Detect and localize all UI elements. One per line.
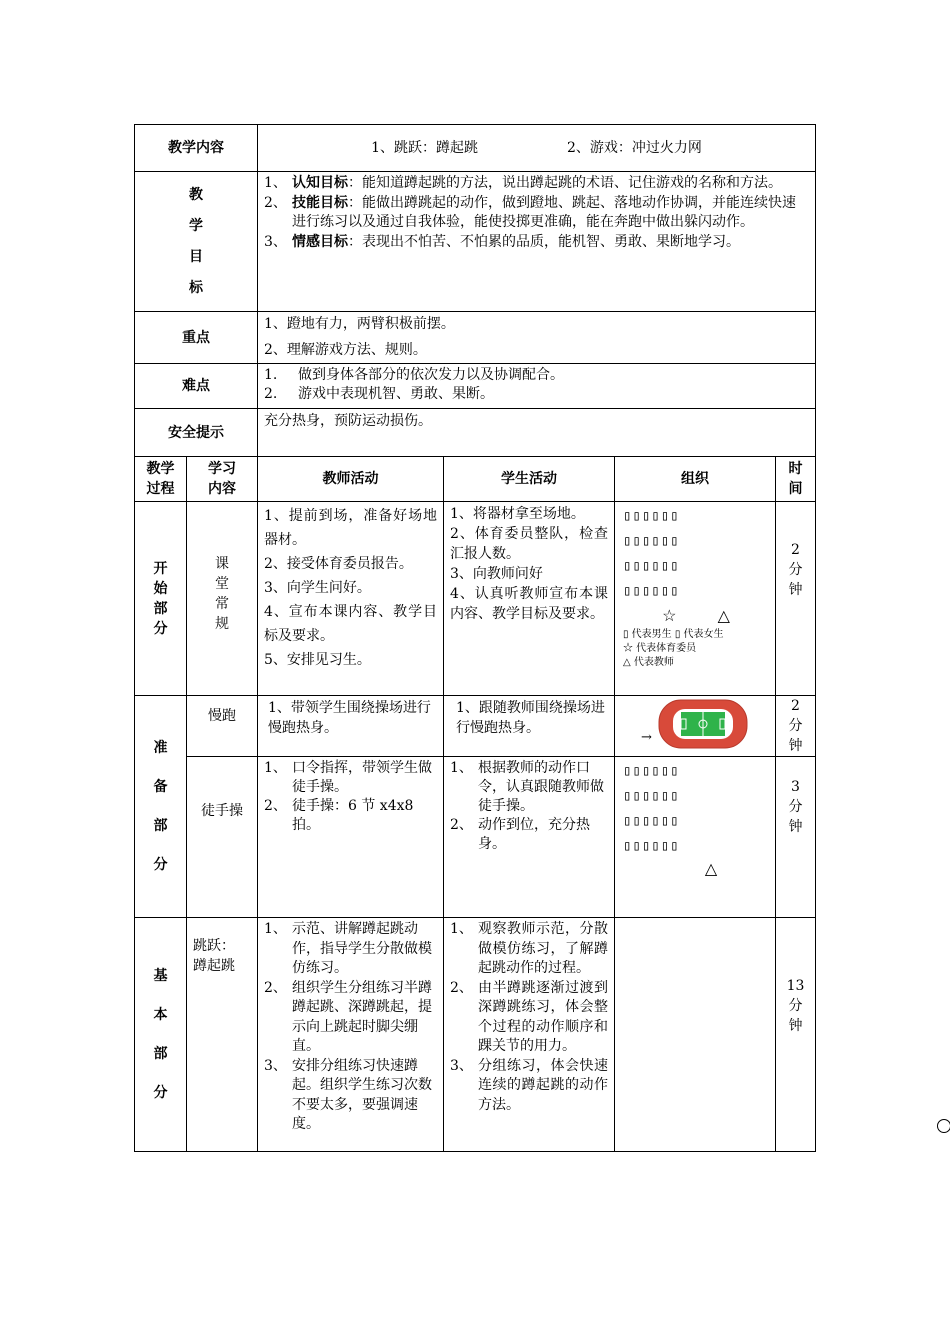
legend-line: ☆ 代表体育委员 [623,643,697,654]
col-time [776,457,816,502]
key-points-label: 重点 [135,312,258,364]
time-char: 分 [788,718,803,734]
start-student-item: 2、体育委员整队，检查汇报人数。 [450,526,608,562]
start-student-item: 3、向教师问好 [450,566,543,582]
start-teacher-item: 3、向学生问好。 [264,580,371,596]
formation-row: ▯▯▯▯▯▯ [623,533,680,549]
formation-row: ▯▯▯▯▯▯ [623,763,680,779]
prep-jog-label: 慢跑 [187,696,258,757]
col-process-l2: 过程 [146,481,175,497]
start-student-activity [444,502,615,696]
prep-title-char: 备 [153,778,168,795]
start-title-char: 开 [153,560,168,577]
prep-freehand-teacher [258,757,444,918]
prep-freehand-organization [615,757,776,918]
col-process-l1: 教学 [146,461,175,477]
start-teacher-activity [258,502,444,696]
formation-row: ▯▯▯▯▯▯ [623,813,680,829]
freehand-student-item: 1、 根据教师的动作口令，认真跟随教师做徒手操。 [450,760,604,814]
start-content-char: 课 [215,555,229,572]
start-section-content [187,502,258,696]
start-organization [615,502,776,696]
goals-label-char-1: 教 [189,186,203,203]
goals-label-char-3: 目 [189,248,203,265]
difficulty-item: 1. 做到身体各部分的依次发力以及协调配合。 [264,367,564,383]
basic-student-item: 2、 由半蹲跳逐渐过渡到深蹲跳练习，体会整个过程的动作顺序和踝关节的用力。 [450,979,608,1054]
start-time [776,502,816,696]
col-content-l1: 学习 [208,461,236,477]
prep-jog-student: 1、跟随教师围绕操场进行慢跑热身。 [444,696,615,757]
start-teacher-item: 2、接受体育委员报告。 [264,556,413,572]
content-items [258,125,816,172]
basic-title-char: 基 [153,967,168,984]
difficulties-label: 难点 [135,364,258,409]
start-content-char: 常 [215,595,229,612]
start-symbols [623,604,769,628]
content-item-1: 1、跳跃：蹲起跳 [371,140,479,156]
time-char: 钟 [788,738,803,754]
goals-label-char-4: 标 [189,279,203,296]
difficulty-item: 2. 游戏中表现机智、勇敢、果断。 [264,386,494,402]
key-points-row [135,312,816,364]
prep-freehand-row [135,757,816,918]
basic-organization [615,918,776,1152]
basic-teacher-item: 1、 示范、讲解蹲起跳动作，指导学生分散做模仿练习。 [264,921,432,976]
star-icon: ☆ [662,606,677,625]
difficulties-content [258,364,816,409]
start-title-char: 部 [153,600,168,617]
start-student-item: 1、将器材拿至场地。 [450,506,585,522]
basic-teacher-activity [258,918,444,1152]
key-point-2: 2、理解游戏方法、规则。 [264,342,427,358]
prep-freehand-student [444,757,615,918]
goals-label [135,172,258,312]
col-content-l2: 内容 [208,481,236,497]
prep-freehand-label: 徒手操 [187,757,258,918]
time-char: 2 [791,542,800,558]
col-org: 组织 [615,457,776,502]
basic-teacher-item: 2、 组织学生分组练习半蹲蹲起跳、深蹲跳起，提示向上跳起时脚尖绷直。 [264,979,432,1054]
prep-jog-time [776,696,816,757]
basic-section-title [135,918,187,1152]
prep-title-char: 准 [153,739,168,756]
freehand-student-item: 2、 动作到位，充分热身。 [450,817,590,852]
prep-section-title [135,696,187,918]
goal-item: 1、 认知目标：能知道蹲起跳的方法，说出蹲起跳的术语、记住游戏的名称和方法。 [264,175,782,191]
basic-time [776,918,816,1152]
basic-content-l1: 跳跃： [193,938,235,954]
time-char: 钟 [788,1018,803,1034]
start-legend [623,628,769,670]
prep-jog-teacher: 1、带领学生围绕操场进行慢跑热身。 [258,696,444,757]
content-label: 教学内容 [135,125,258,172]
basic-student-activity [444,918,615,1152]
col-content [187,457,258,502]
margin-circle-icon [937,1119,950,1133]
start-formation [623,504,769,604]
freehand-teacher-item: 1、 口令指挥，带领学生做徒手操。 [264,760,432,795]
prep-freehand-time [776,757,816,918]
time-char: 分 [788,562,803,578]
basic-content [187,918,258,1152]
time-char: 3 [791,779,800,795]
prep-title-char: 部 [153,817,168,834]
difficulties-row [135,364,816,409]
start-teacher-item: 1、提前到场，准备好场地器材。 [264,508,437,548]
goal-item: 3、 情感目标：表现出不怕苦、不怕累的品质，能机智、勇敢、果断地学习。 [264,233,740,250]
formation-row: ▯▯▯▯▯▯ [623,508,680,524]
content-row [135,125,816,172]
start-teacher-item: 5、安排见习生。 [264,652,371,668]
formation-row: ▯▯▯▯▯▯ [623,838,680,854]
prep-title-char: 分 [153,856,168,873]
start-student-item: 4、认真听教师宣布本课内容、教学目标及要求。 [450,586,608,622]
col-process [135,457,187,502]
prep-jog-row [135,696,816,757]
goals-label-char-2: 学 [189,217,203,234]
triangle-icon: △ [717,606,730,625]
time-char: 分 [788,998,803,1014]
start-teacher-item: 4、宣布本课内容、教学目标及要求。 [264,604,437,644]
time-char: 13 [786,978,805,994]
basic-content-l2: 蹲起跳 [193,958,235,974]
column-header-row [135,457,816,502]
basic-student-item: 1、 观察教师示范，分散做模仿练习，了解蹲起跳动作的过程。 [450,921,608,976]
formation-row: ▯▯▯▯▯▯ [623,558,680,574]
time-char: 钟 [788,819,803,835]
safety-row [135,409,816,457]
formation-row: ▯▯▯▯▯▯ [623,788,680,804]
legend-line: ▯ 代表男生 ▯ 代表女生 [623,629,724,640]
goals-row [135,172,816,312]
safety-label: 安全提示 [135,409,258,457]
basic-section-row [135,918,816,1152]
time-char: 钟 [788,582,803,598]
lesson-plan-table [134,124,816,1152]
goal-item: 2、 技能目标：能做出蹲跳起的动作，做到蹬地、跳起、落地动作协调，并能连续快速进行练习以及通过自我体验，能使投掷更准确，能在奔跑中做出躲闪动作。 [264,194,796,230]
freehand-formation [623,759,769,859]
start-content-char: 规 [215,615,229,632]
key-points-content [258,312,816,364]
start-content-char: 堂 [215,575,229,592]
safety-text: 充分热身，预防运动损伤。 [258,409,816,457]
col-time-l1: 时 [788,461,803,477]
legend-line: △ 代表教师 [623,657,674,668]
start-section-row [135,502,816,696]
col-student: 学生活动 [444,457,615,502]
basic-title-char: 分 [153,1084,168,1101]
start-title-char: 始 [153,580,168,597]
triangle-icon: △ [704,859,718,878]
start-section-title [135,502,187,696]
start-title-char: 分 [153,620,168,637]
basic-title-char: 部 [153,1045,168,1062]
key-point-1: 1、蹬地有力，两臂积极前摆。 [264,316,455,332]
basic-student-item: 3、 分组练习，体会快速连续的蹲起跳的动作方法。 [450,1057,608,1113]
basic-teacher-item: 3、 安排分组练习快速蹲起。组织学生练习次数不要太多，要强调速度。 [264,1057,432,1132]
time-char: 分 [788,799,803,815]
prep-jog-organization [615,696,776,757]
freehand-teacher-item: 2、 徒手操：6 节 x4x8 拍。 [264,798,414,833]
goals-content [258,172,816,312]
basic-title-char: 本 [153,1006,168,1023]
col-time-l2: 间 [788,481,803,497]
col-teacher: 教师活动 [258,457,444,502]
content-item-2: 2、游戏：冲过火力网 [566,140,702,156]
time-char: 2 [791,698,800,714]
arrow-icon: → [641,730,652,745]
formation-row: ▯▯▯▯▯▯ [623,583,680,599]
track-field-diagram [657,698,749,750]
